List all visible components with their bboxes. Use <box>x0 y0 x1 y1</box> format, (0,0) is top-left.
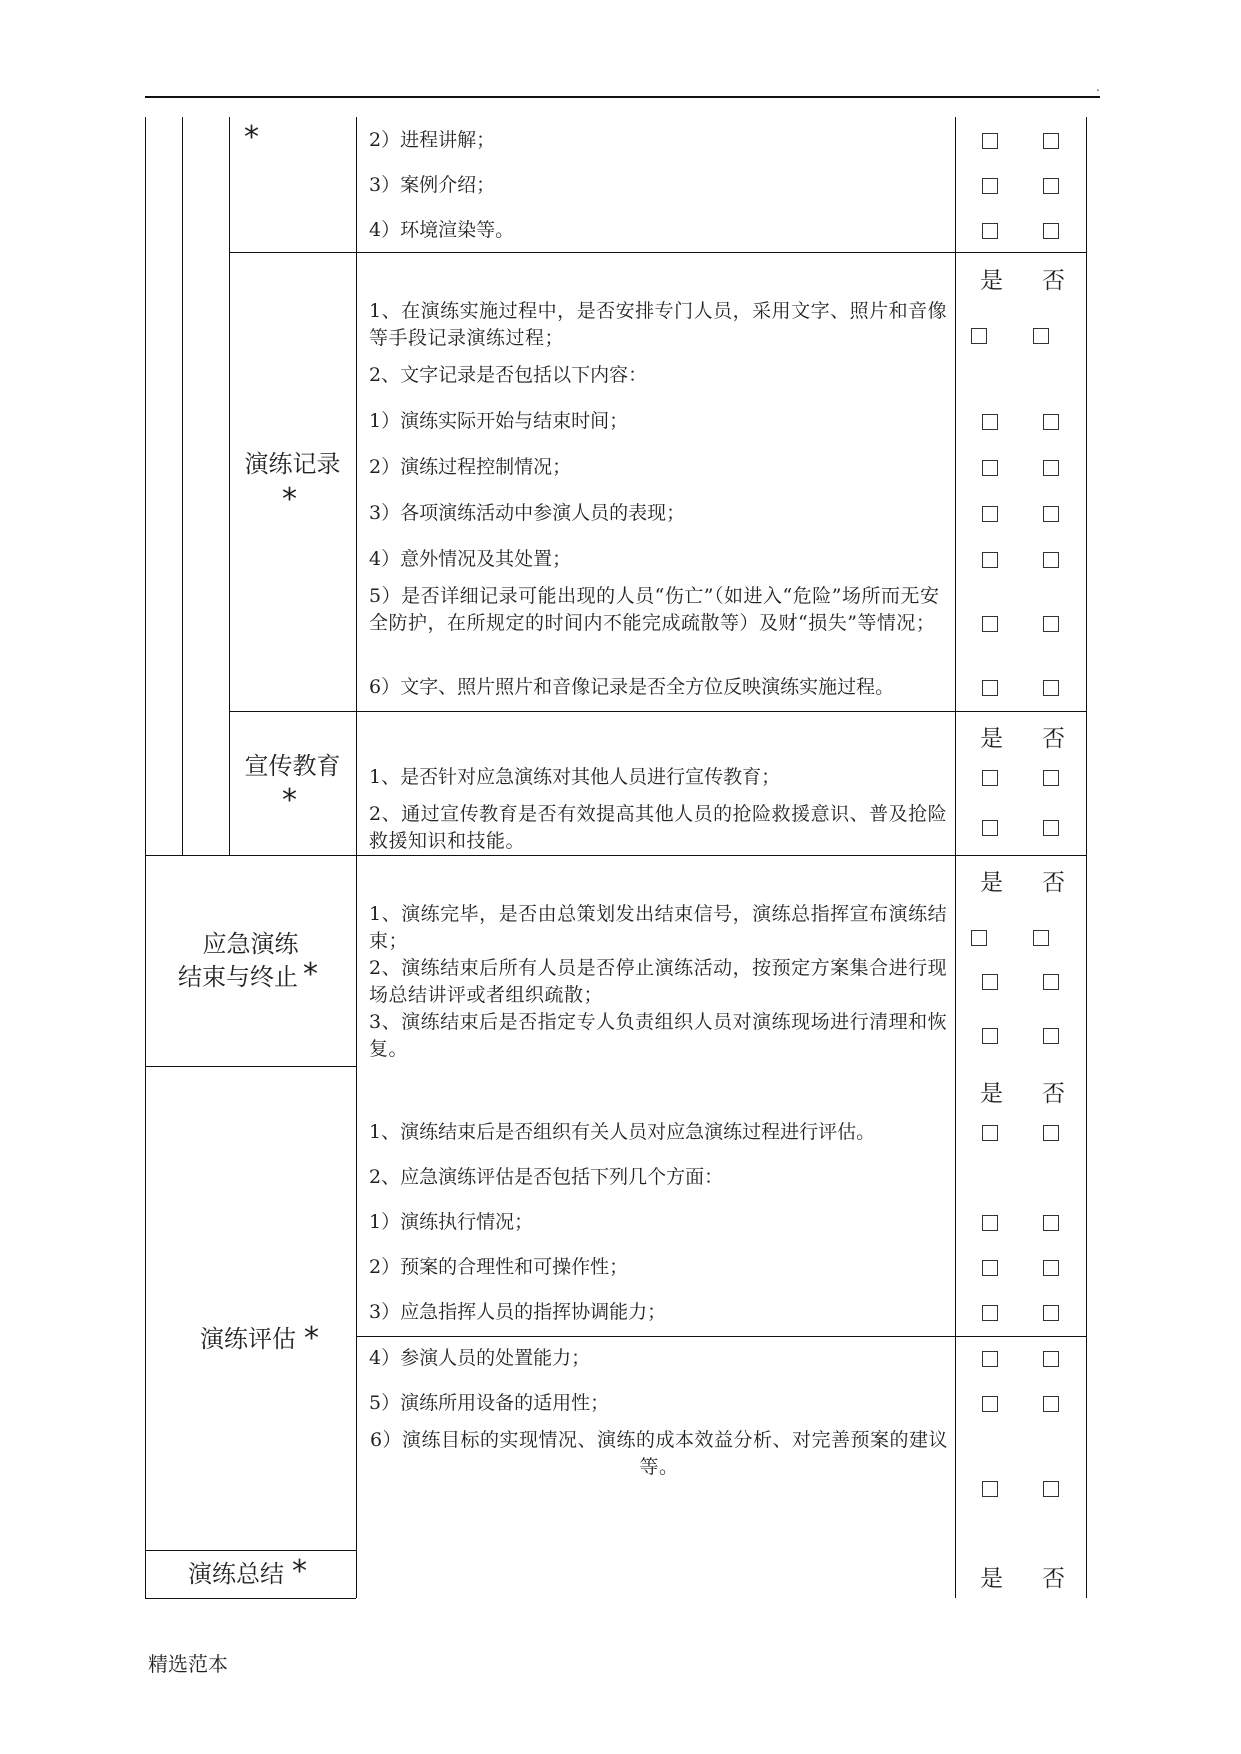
table-inner-line-2 <box>229 117 230 855</box>
record-sub2-yes-checkbox[interactable] <box>982 460 998 476</box>
eval-sub6: 6）演练目标的实现情况、演练的成本效益分析、对完善预案的建议等。 <box>369 1429 949 1478</box>
record-sub5-no-checkbox[interactable] <box>1043 616 1059 632</box>
table-border-bottom <box>145 1598 356 1599</box>
top-star: * <box>244 120 259 155</box>
publicity-q2-no-checkbox[interactable] <box>1043 820 1059 836</box>
top-item-4-yes-checkbox[interactable] <box>982 223 998 239</box>
record-sub5-yes-checkbox[interactable] <box>982 616 998 632</box>
record-sub3-yes-checkbox[interactable] <box>982 506 998 522</box>
row-divider-page-split <box>356 1336 1086 1337</box>
eval-q1-yes-checkbox[interactable] <box>982 1125 998 1141</box>
end-q3: 3、演练结束后是否指定专人负责组织人员对演练现场进行清理和恢复。 <box>369 1011 948 1060</box>
eval-sub2-yes-checkbox[interactable] <box>982 1260 998 1276</box>
header-rule <box>145 96 1100 98</box>
end-q1-yes-checkbox[interactable] <box>971 930 987 946</box>
eval-label: 演练评估 <box>200 1325 296 1353</box>
row-divider-record-top <box>229 252 1086 253</box>
eval-sub2: 2）预案的合理性和可操作性； <box>369 1256 629 1278</box>
summary-no-header: 否 <box>1042 1566 1065 1592</box>
eval-yes-header: 是 <box>980 1081 1003 1107</box>
top-item-2-no-checkbox[interactable] <box>1043 133 1059 149</box>
table-border-left <box>145 117 146 1598</box>
table-inner-line-1 <box>182 117 183 855</box>
eval-sub1: 1）演练执行情况； <box>369 1211 534 1233</box>
header-dot: . <box>1096 80 1100 94</box>
record-sub2-no-checkbox[interactable] <box>1043 460 1059 476</box>
record-sub1-yes-checkbox[interactable] <box>982 414 998 430</box>
eval-sub6-yes-checkbox[interactable] <box>982 1481 998 1497</box>
publicity-no-header: 否 <box>1042 726 1065 752</box>
summary-label: 演练总结 <box>188 1560 284 1588</box>
end-star: * <box>303 957 318 992</box>
table-check-divider <box>955 117 956 1598</box>
publicity-yes-header: 是 <box>980 726 1003 752</box>
record-q1-yes-checkbox[interactable] <box>971 328 987 344</box>
record-no-header: 否 <box>1042 268 1065 294</box>
top-item-3-no-checkbox[interactable] <box>1043 178 1059 194</box>
row-divider-summary-top <box>145 1550 356 1551</box>
row-divider-eval-top <box>145 1066 356 1067</box>
row-divider-end-top <box>145 855 1086 856</box>
top-item-2-yes-checkbox[interactable] <box>982 133 998 149</box>
end-q3-yes-checkbox[interactable] <box>982 1028 998 1044</box>
top-item-4: 4）环境渲染等。 <box>369 219 515 241</box>
publicity-q2-yes-checkbox[interactable] <box>982 820 998 836</box>
eval-sub1-no-checkbox[interactable] <box>1043 1215 1059 1231</box>
record-q1-no-checkbox[interactable] <box>1033 328 1049 344</box>
eval-sub5-no-checkbox[interactable] <box>1043 1396 1059 1412</box>
top-item-3: 3）案例介绍； <box>369 174 496 196</box>
publicity-label: 宣传教育 <box>244 752 341 780</box>
end-q2: 2、演练结束后所有人员是否停止演练活动，按预定方案集合进行现场总结讲评或者组织疏散； <box>369 957 948 1006</box>
eval-sub2-no-checkbox[interactable] <box>1043 1260 1059 1276</box>
eval-sub4-yes-checkbox[interactable] <box>982 1351 998 1367</box>
footer-text: 精选范本 <box>148 1652 228 1676</box>
record-sub4-yes-checkbox[interactable] <box>982 552 998 568</box>
record-sub3-no-checkbox[interactable] <box>1043 506 1059 522</box>
summary-star: * <box>292 1554 307 1589</box>
publicity-q1-yes-checkbox[interactable] <box>982 770 998 786</box>
eval-q1-no-checkbox[interactable] <box>1043 1125 1059 1141</box>
publicity-q1-no-checkbox[interactable] <box>1043 770 1059 786</box>
record-sub1-no-checkbox[interactable] <box>1043 414 1059 430</box>
record-sub6-no-checkbox[interactable] <box>1043 680 1059 696</box>
record-sub6: 6）文字、照片照片和音像记录是否全方位反映演练实施过程。 <box>369 676 895 698</box>
record-sub4-no-checkbox[interactable] <box>1043 552 1059 568</box>
eval-q2: 2、应急演练评估是否包括下列几个方面： <box>369 1166 724 1188</box>
eval-sub5-yes-checkbox[interactable] <box>982 1396 998 1412</box>
publicity-q1: 1、是否针对应急演练对其他人员进行宣传教育； <box>369 766 781 788</box>
eval-sub5: 5）演练所用设备的适用性； <box>369 1392 610 1414</box>
eval-q1: 1、演练结束后是否组织有关人员对应急演练过程进行评估。 <box>369 1121 876 1143</box>
record-sub6-yes-checkbox[interactable] <box>982 680 998 696</box>
end-label-line1: 应急演练 <box>202 930 299 958</box>
end-label-line2: 结束与终止 <box>178 963 298 991</box>
record-q2: 2、文字记录是否包括以下内容： <box>369 364 648 386</box>
record-star: * <box>282 482 297 517</box>
end-q2-no-checkbox[interactable] <box>1043 974 1059 990</box>
record-sub1: 1）演练实际开始与结束时间； <box>369 410 629 432</box>
record-sub2: 2）演练过程控制情况； <box>369 456 572 478</box>
eval-sub4-no-checkbox[interactable] <box>1043 1351 1059 1367</box>
table-border-right <box>1086 117 1087 1598</box>
record-q1: 1、在演练实施过程中，是否安排专门人员，采用文字、照片和音像等手段记录演练过程； <box>369 300 948 349</box>
eval-sub3: 3）应急指挥人员的指挥协调能力； <box>369 1301 667 1323</box>
eval-star: * <box>304 1321 319 1356</box>
end-q2-yes-checkbox[interactable] <box>982 974 998 990</box>
end-q3-no-checkbox[interactable] <box>1043 1028 1059 1044</box>
record-sub5: 5）是否详细记录可能出现的人员“伤亡”（如进入“危险”场所而无安全防护，在所规定的时间内不能完成疏散等）及财“损失”等情况； <box>369 585 940 634</box>
eval-sub1-yes-checkbox[interactable] <box>982 1215 998 1231</box>
eval-sub4: 4）参演人员的处置能力； <box>369 1347 591 1369</box>
end-no-header: 否 <box>1042 870 1065 896</box>
table-label-divider <box>356 117 357 1598</box>
publicity-star: * <box>282 783 297 818</box>
top-item-3-yes-checkbox[interactable] <box>982 178 998 194</box>
top-item-4-no-checkbox[interactable] <box>1043 223 1059 239</box>
end-yes-header: 是 <box>980 870 1003 896</box>
end-q1: 1、演练完毕，是否由总策划发出结束信号，演练总指挥宣布演练结束； <box>369 903 948 952</box>
eval-sub6-no-checkbox[interactable] <box>1043 1481 1059 1497</box>
end-q1-no-checkbox[interactable] <box>1033 930 1049 946</box>
record-sub4: 4）意外情况及其处置； <box>369 548 572 570</box>
top-item-2: 2）进程讲解； <box>369 129 496 151</box>
row-divider-publicity-top <box>229 711 1086 712</box>
publicity-q2: 2、通过宣传教育是否有效提高其他人员的抢险救援意识、普及抢险救援知识和技能。 <box>369 803 948 852</box>
eval-sub3-yes-checkbox[interactable] <box>982 1305 998 1321</box>
eval-sub3-no-checkbox[interactable] <box>1043 1305 1059 1321</box>
record-sub3: 3）各项演练活动中参演人员的表现； <box>369 502 686 524</box>
eval-no-header: 否 <box>1042 1081 1065 1107</box>
record-yes-header: 是 <box>980 268 1003 294</box>
record-label: 演练记录 <box>244 450 341 478</box>
summary-yes-header: 是 <box>980 1566 1003 1592</box>
